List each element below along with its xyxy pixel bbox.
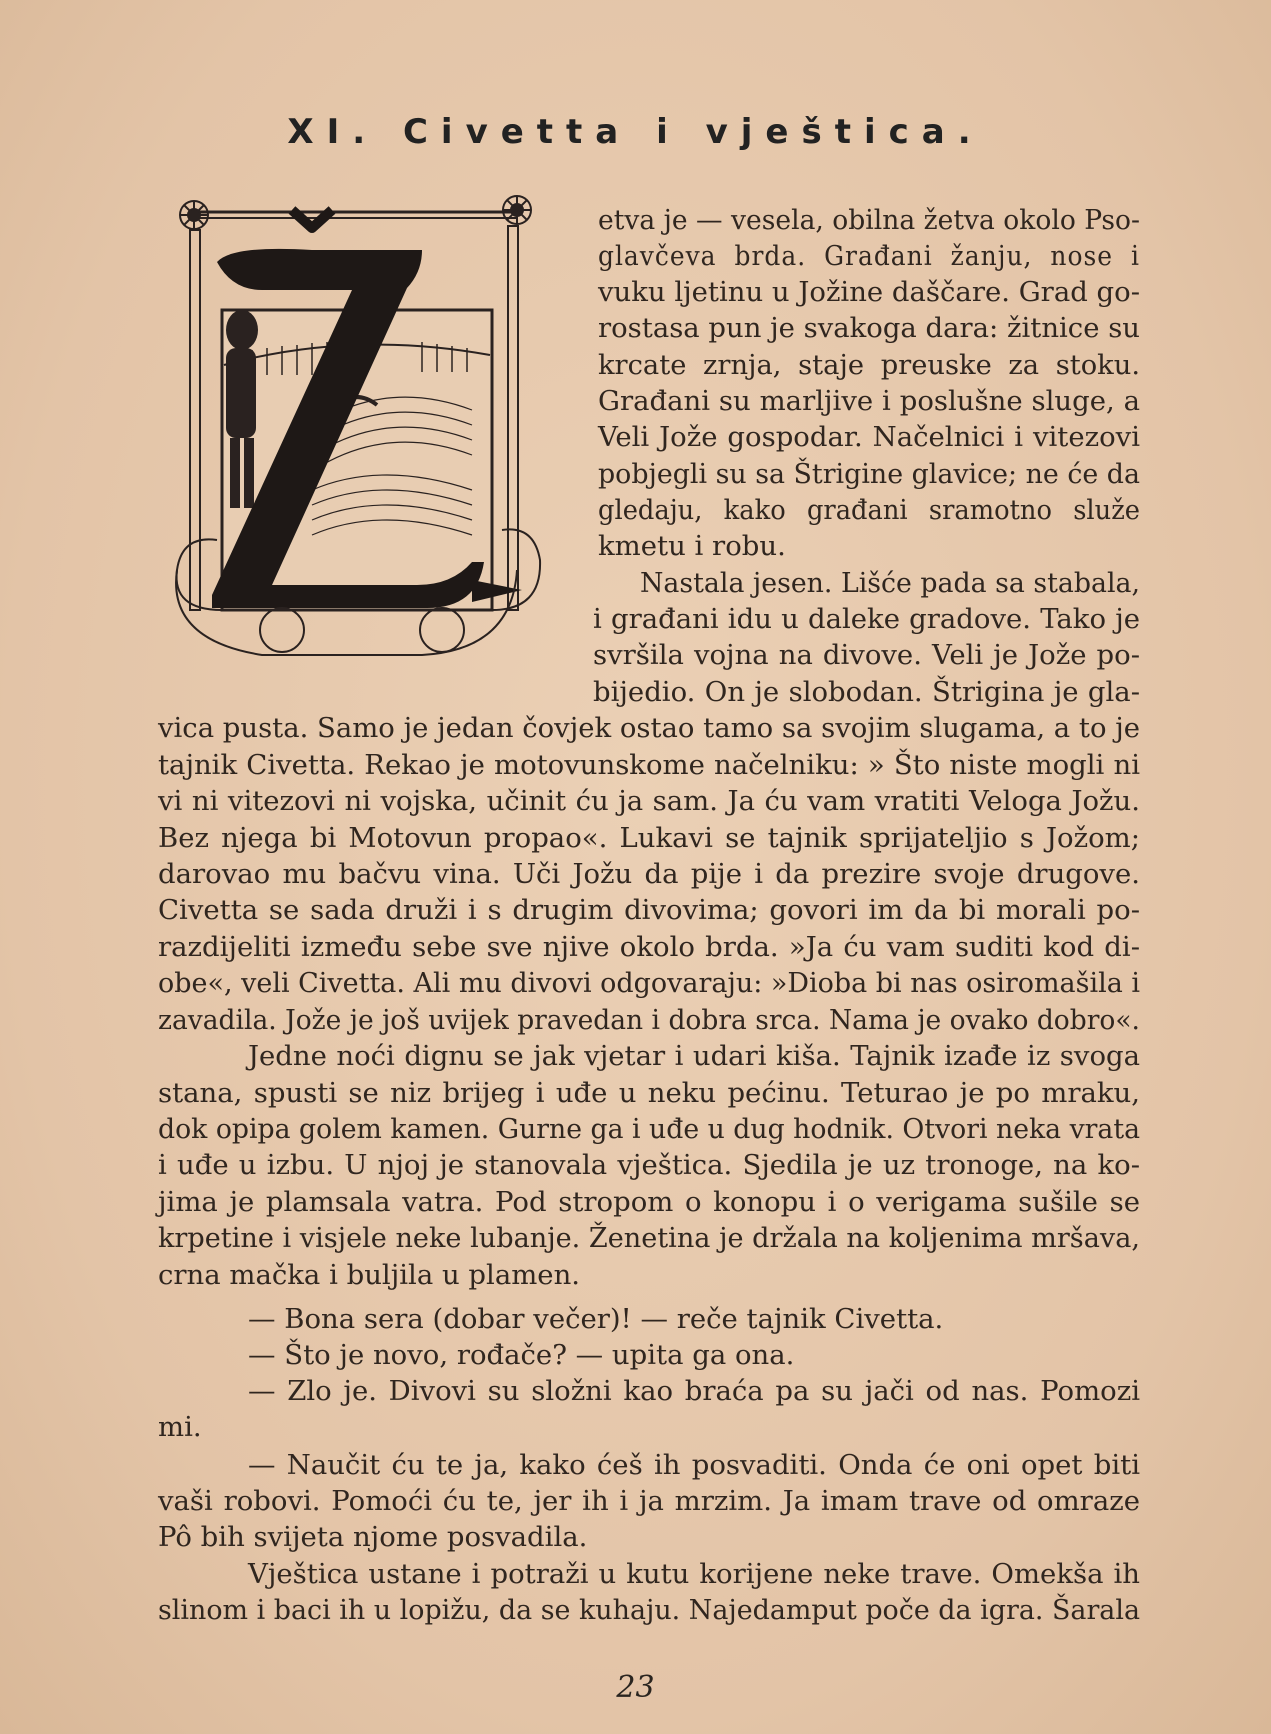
text-line: — Što je novo, rođače? — upita ga ona. [248, 1339, 795, 1371]
text-line: gledaju, kako građani sramotno služe [598, 494, 1140, 526]
text-line: Bez njega bi Motovun propao«. Lukavi se tajnik sprijateljio s Jožom; [158, 822, 1140, 854]
text-line: mi. [158, 1411, 202, 1443]
text-line: Nastala jesen. Lišće pada sa stabala, [640, 567, 1140, 599]
text-line: slinom i baci ih u lopižu, da se kuhaju. Najedamput poče da igra. Šarala [158, 1594, 1140, 1626]
flower-ornament-left [180, 201, 208, 229]
text-line: — Zlo je. Divovi su složni kao braća pa su jači od nas. Pomozi [248, 1375, 1140, 1407]
text-line: vi ni vitezovi ni vojska, učinit ću ja sam. Ja ću vam vratiti Veloga Jožu. [158, 785, 1140, 817]
text-line: tajnik Civetta. Rekao je motovunskome načelniku: » Što niste mogli ni [158, 749, 1140, 781]
chapter-title: XI. Civetta i vještica. [287, 112, 984, 152]
text-line: rostasa pun je svakoga dara: žitnice su [598, 312, 1140, 344]
text-line: pobjegli su sa Štrigine glavice; ne će da [598, 458, 1140, 490]
text-line: — Bona sera (dobar večer)! — reče tajnik Civetta. [248, 1303, 944, 1335]
decorated-initial-illustration [172, 190, 552, 680]
text-line: crna mačka i buljila u plamen. [158, 1259, 581, 1291]
text-line: obe«, veli Civetta. Ali mu divovi odgovaraju: »Dioba bi nas osiromašila i [158, 967, 1140, 999]
text-line: Vještica ustane i potraži u kutu korijene neke trave. Omekša ih [248, 1558, 1140, 1590]
text-line: razdijeliti između sebe sve njive okolo brda. »Ja ću vam suditi kod di- [158, 931, 1140, 963]
text-line: glavčeva brda. Građani žanju, nose i [598, 240, 1140, 272]
text-line: vaši robovi. Pomoći ću te, jer ih i ja mrzim. Ja imam trave od omraze [158, 1485, 1140, 1517]
text-line: vuku ljetinu u Jožine daščare. Grad go- [598, 276, 1140, 308]
text-line: krpetine i visjele neke lubanje. Ženetina je držala na koljenima mršava, [158, 1222, 1140, 1254]
text-line: jima je plamsala vatra. Pod stropom o konopu i o verigama sušile se [158, 1186, 1140, 1218]
page-number: 23 [616, 1670, 655, 1705]
text-line: kmetu i robu. [598, 530, 786, 562]
text-line: Jedne noći dignu se jak vjetar i udari kiša. Tajnik izađe iz svoga [248, 1040, 1140, 1072]
text-line: etva je — vesela, obilna žetva okolo Pso- [598, 204, 1140, 236]
text-line: Pô bih svijeta njome posvadila. [158, 1521, 588, 1553]
text-line: — Naučit ću te ja, kako ćeš ih posvaditi. Onda će oni opet biti [248, 1449, 1140, 1481]
text-line: bijedio. On je slobodan. Štrigina je gla- [593, 676, 1140, 708]
flower-ornament-right [503, 196, 531, 224]
text-line: Veli Jože gospodar. Načelnici i vitezovi [598, 421, 1140, 453]
text-line: svršila vojna na divove. Veli je Jože po- [593, 639, 1140, 671]
text-line: Građani su marljive i poslušne sluge, a [598, 385, 1140, 417]
text-line: dok opipa golem kamen. Gurne ga i uđe u dug hodnik. Otvori neka vrata [158, 1113, 1140, 1145]
text-line: darovao mu bačvu vina. Uči Jožu da pije i da prezire svoje drugove. [158, 858, 1140, 890]
text-line: stana, spusti se niz brijeg i uđe u neku pećinu. Teturao je po mraku, [158, 1077, 1140, 1109]
text-line: Civetta se sada druži i s drugim divovima; govori im da bi morali po- [158, 894, 1140, 926]
text-line: i uđe u izbu. U njoj je stanovala vještica. Sjedila je uz tronoge, na ko- [158, 1149, 1140, 1181]
text-line: vica pusta. Samo je jedan čovjek ostao tamo sa svojim slugama, a to je [158, 712, 1140, 744]
text-line: i građani idu u daleke gradove. Tako je [593, 603, 1140, 635]
text-line: krcate zrnja, staje preuske za stoku. [598, 349, 1140, 381]
text-line: zavadila. Jože je još uvijek pravedan i dobra srca. Nama je ovako dobro«. [158, 1004, 1140, 1036]
